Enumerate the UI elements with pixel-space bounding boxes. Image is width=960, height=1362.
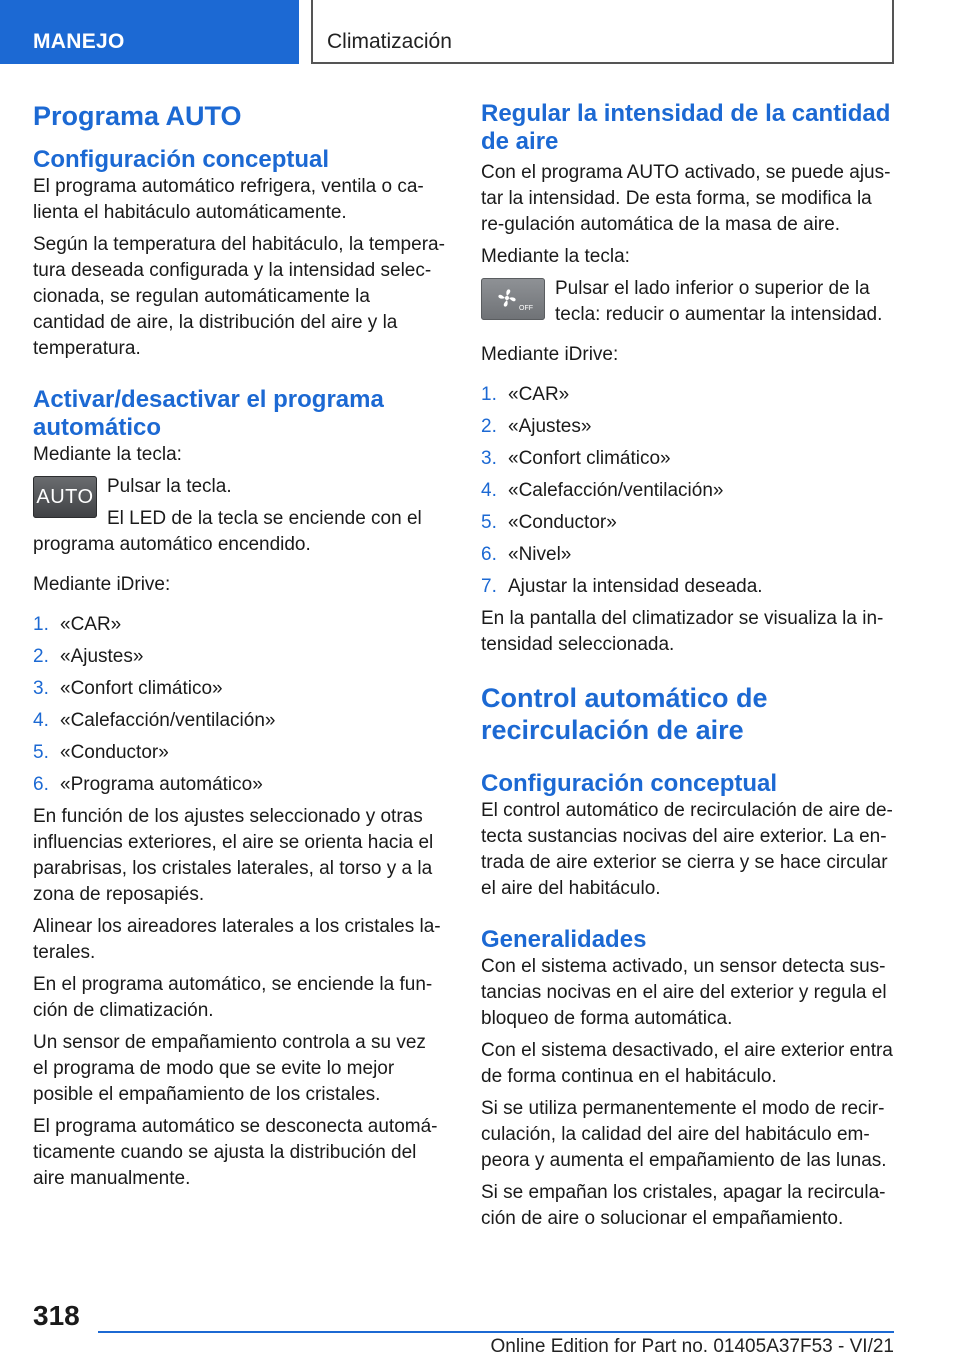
step-number: 5. (33, 742, 49, 763)
paragraph: Pulsar el lado inferior o superior de la tecla: reducir o aumentar la intensidad. (555, 278, 883, 325)
off-label: OFF (519, 305, 533, 312)
paragraph: El LED de la tecla se enciende con el (107, 508, 422, 529)
idrive-steps (33, 612, 445, 798)
step-number: 3. (481, 448, 497, 469)
key-instruction (33, 474, 445, 532)
step-text: «CAR» (508, 384, 570, 405)
auto-key-icon (33, 476, 97, 518)
left-column (33, 100, 445, 1192)
step-number: 7. (481, 576, 497, 597)
paragraph: En el programa automático, se enciende la fun-ción de climatización. (33, 974, 433, 1021)
step-text: «Ajustes» (60, 646, 144, 667)
step-number: 4. (33, 710, 49, 731)
paragraph: Un sensor de empañamiento controla a su vez el programa de modo que se evite lo mejor posible el empañamiento de los cristales. (33, 1032, 426, 1105)
chapter-title: Climatización (327, 30, 452, 53)
heading-configuracion: Configuración conceptual (33, 146, 330, 173)
paragraph: Mediante iDrive: (33, 574, 171, 595)
step-text: «Conductor» (60, 742, 169, 763)
heading-intensidad: Regular la intensidad de la cantidad de aire (481, 100, 891, 155)
list-item (481, 510, 895, 536)
chapter-tab (311, 0, 894, 64)
section-tab (0, 0, 299, 64)
step-text: «CAR» (60, 614, 122, 635)
list-item (33, 708, 445, 734)
list-item (33, 740, 445, 766)
heading-activar: Activar/desactivar el programa automático (33, 386, 384, 441)
auto-key-label: AUTO (36, 485, 94, 508)
paragraph: En función de los ajustes seleccionado y otras influencias exteriores, el aire se orienta hacia el parabrisas, los cristales laterales, al torso y a la zona de reposapiés. (33, 806, 434, 905)
heading-recirculacion: Control automático de recirculación de aire (481, 683, 768, 745)
step-number: 5. (481, 512, 497, 533)
right-column (481, 100, 895, 1232)
paragraph: Con el sistema activado, un sensor detecta sus-tancias nocivas en el aire del exterior y regula el bloqueo de forma automática. (481, 956, 887, 1029)
paragraph: Mediante la tecla: (481, 246, 630, 267)
paragraph: Con el sistema desactivado, el aire exterior entra de forma continua en el habitáculo. (481, 1040, 893, 1087)
fan-icon (493, 284, 533, 314)
step-text: «Programa automático» (60, 774, 263, 795)
paragraph: Si se empañan los cristales, apagar la recircula-ción de aire o solucionar el empañamiento. (481, 1182, 886, 1229)
list-item (33, 676, 445, 702)
paragraph: Alinear los aireadores laterales a los cristales la-terales. (33, 916, 441, 963)
paragraph: En la pantalla del climatizador se visualiza la in-tensidad seleccionada. (481, 608, 884, 655)
step-text: «Confort climático» (60, 678, 223, 699)
paragraph: programa automático encendido. (33, 534, 311, 555)
edition-note: Online Edition for Part no. 01405A37F53 - VI/21 (490, 1336, 894, 1357)
key-instruction-text (107, 474, 422, 532)
step-text: «Confort climático» (508, 448, 671, 469)
list-item (481, 542, 895, 568)
step-number: 6. (481, 544, 497, 565)
key-instruction (481, 276, 895, 328)
list-item (481, 574, 895, 600)
heading-programa-auto: Programa AUTO (33, 101, 242, 131)
step-text: «Ajustes» (508, 416, 592, 437)
list-item (33, 644, 445, 670)
heading-configuracion: Configuración conceptual (481, 770, 778, 797)
fan-key-icon (481, 278, 545, 320)
paragraph: El control automático de recirculación de aire de-tecta sustancias nocivas del aire exterior. La en-trada de aire exterior se cierra y se hace circular el aire del habitáculo. (481, 800, 893, 899)
step-number: 4. (481, 480, 497, 501)
paragraph: El programa automático refrigera, ventila o ca-lienta el habitáculo automáticamente. (33, 176, 424, 223)
step-number: 6. (33, 774, 49, 795)
list-item (481, 414, 895, 440)
paragraph: Con el programa AUTO activado, se puede ajus-tar la intensidad. De esta forma, se modifica la re-gulación automática de la masa de aire. (481, 162, 891, 235)
list-item (481, 382, 895, 408)
paragraph: El programa automático se desconecta automá-ticamente cuando se ajusta la distribución del aire manualmente. (33, 1116, 438, 1189)
step-text: «Nivel» (508, 544, 572, 565)
step-text: Ajustar la intensidad deseada. (508, 576, 763, 597)
step-number: 1. (481, 384, 497, 405)
step-text: «Conductor» (508, 512, 617, 533)
list-item (481, 478, 895, 504)
footer-divider (98, 1331, 894, 1333)
step-text: «Calefacción/ventilación» (60, 710, 276, 731)
heading-generalidades: Generalidades (481, 926, 647, 953)
step-number: 2. (481, 416, 497, 437)
step-text: «Calefacción/ventilación» (508, 480, 724, 501)
paragraph: Según la temperatura del habitáculo, la tempera-tura deseada configurada y la intensidad selec-cionada, se regulan automáticamente la cantidad de aire, la distribución del aire y la temperatura. (33, 234, 445, 359)
idrive-steps (481, 382, 895, 600)
paragraph: Pulsar la tecla. (107, 476, 232, 497)
step-number: 1. (33, 614, 49, 635)
section-title: MANEJO (33, 30, 125, 53)
page-number: 318 (33, 1300, 80, 1331)
list-item (33, 612, 445, 638)
step-number: 2. (33, 646, 49, 667)
paragraph: Mediante la tecla: (33, 444, 182, 465)
step-number: 3. (33, 678, 49, 699)
paragraph: Mediante iDrive: (481, 344, 619, 365)
paragraph: Si se utiliza permanentemente el modo de recir-culación, la calidad del aire del habitáculo em-peora y aumenta el empañamiento de las lunas. (481, 1098, 887, 1171)
list-item (33, 772, 445, 798)
list-item (481, 446, 895, 472)
